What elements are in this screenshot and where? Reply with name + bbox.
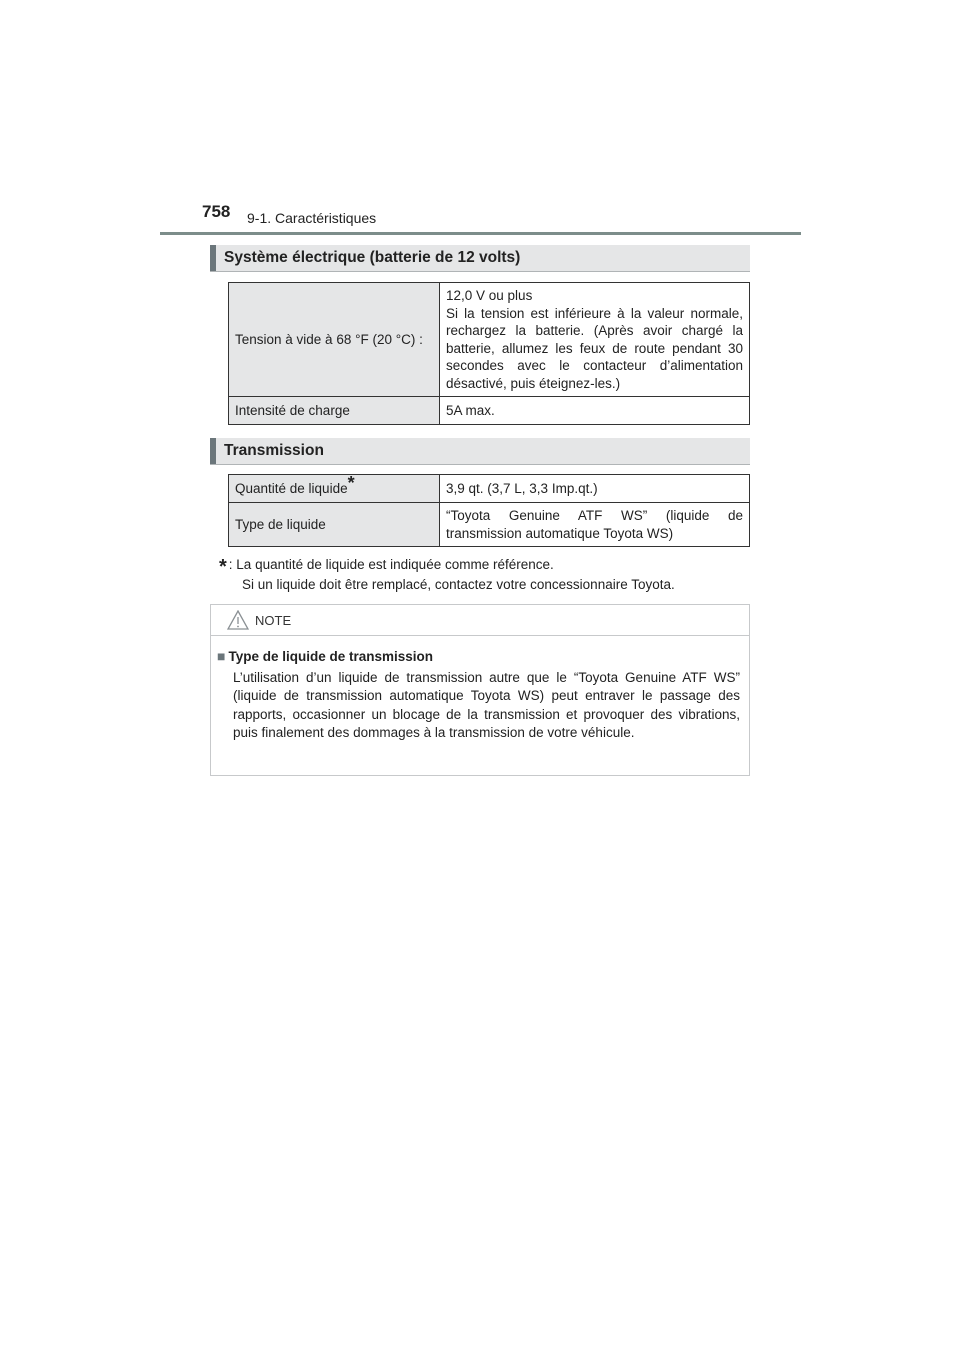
electrical-spec-table bbox=[228, 282, 750, 425]
spec-label: Type de liquide bbox=[229, 503, 440, 547]
note-label: NOTE bbox=[255, 613, 292, 628]
square-bullet-icon: ■ bbox=[217, 648, 226, 664]
spec-label-text: Quantité de liquide bbox=[235, 480, 348, 496]
footnote-line bbox=[219, 556, 759, 576]
note-title-line bbox=[217, 647, 740, 667]
spec-label: Tension à vide à 68 °F (20 °C) : bbox=[229, 283, 440, 397]
section-title: Transmission bbox=[224, 442, 324, 459]
section-heading-transmission bbox=[210, 438, 750, 465]
note-text: L’utilisation d’un liquide de transmission autre que le “Toyota Genuine ATF WS” (liquide de transmission automatique Toyota WS) peut entraver le passage des rapports, occasionner un blocage de la transmission et provoquer des vibrations, puis finalement des dommages à la transmission de votre véhicule. bbox=[233, 669, 740, 740]
note-body bbox=[211, 636, 749, 743]
footnote-marker: * bbox=[219, 556, 227, 578]
section-heading-electrical bbox=[210, 245, 750, 272]
spec-value-line: Si la tension est inférieure à la valeur normale, rechargez la batterie. (Après avoir chargé la batterie, allumez les feux de route pendant 30 secondes avec le contacteur d’alimentation désactivé, puis éteignez-les.) bbox=[446, 305, 743, 391]
section-title: Système électrique (batterie de 12 volts) bbox=[224, 249, 521, 266]
spec-label: Intensité de charge bbox=[229, 397, 440, 425]
page-number: 758 bbox=[202, 202, 231, 221]
table-row bbox=[229, 397, 750, 425]
header-rule bbox=[160, 232, 801, 235]
spec-value bbox=[440, 283, 750, 397]
chapter-title: 9-1. Caractéristiques bbox=[247, 210, 377, 226]
table-row bbox=[229, 283, 750, 397]
section-bar bbox=[210, 245, 216, 271]
transmission-spec-table bbox=[228, 474, 750, 547]
note-title: Type de liquide de transmission bbox=[228, 649, 434, 664]
footnote bbox=[219, 556, 759, 594]
warning-triangle-icon bbox=[227, 610, 249, 635]
spec-label bbox=[229, 472, 440, 503]
note-header bbox=[211, 605, 749, 636]
footnote-text: : La quantité de liquide est indiquée comme référence. bbox=[228, 557, 554, 572]
spec-value: 3,9 qt. (3,7 L, 3,3 Imp.qt.) bbox=[440, 475, 750, 503]
table-row bbox=[229, 503, 750, 547]
spec-value: 5A max. bbox=[440, 397, 750, 425]
asterisk-marker: * bbox=[347, 472, 355, 493]
footnote-line: Si un liquide doit être remplacé, contactez votre concessionnaire Toyota. bbox=[242, 577, 675, 592]
table-row bbox=[229, 475, 750, 503]
spec-value: “Toyota Genuine ATF WS” (liquide de transmission automatique Toyota WS) bbox=[440, 503, 750, 547]
section-bar bbox=[210, 438, 216, 464]
spec-value-line: 12,0 V ou plus bbox=[446, 288, 533, 303]
note-box bbox=[210, 604, 750, 776]
